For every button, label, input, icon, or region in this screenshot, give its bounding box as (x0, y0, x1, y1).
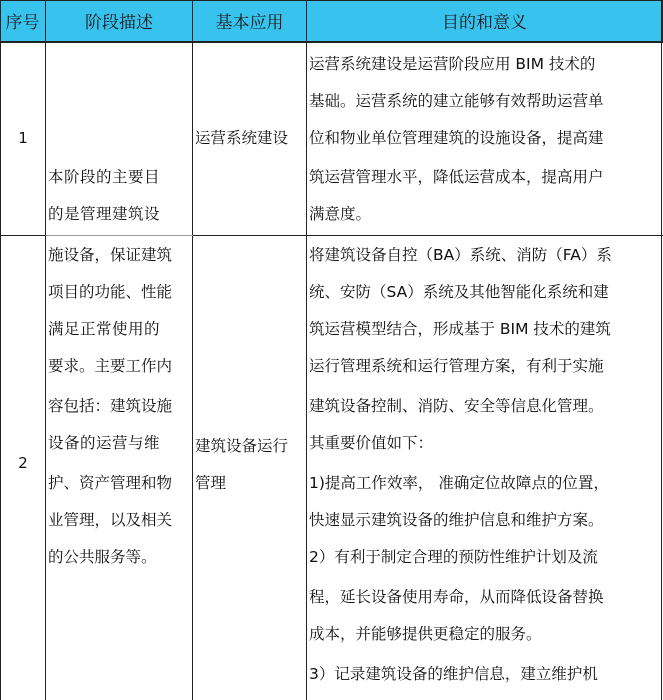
row2-seq: 2 (18, 454, 28, 472)
grid-top (0, 0, 663, 1)
row2-purpose-line: 3）记录建筑设备的维护信息，建立维护机 (309, 665, 598, 683)
grid-col3 (306, 0, 307, 700)
row2-purpose-line: 程，延长设备使用寿命，从而降低设备替换 (309, 588, 604, 606)
row2-purpose-line: 运行管理系统和运行管理方案，有利于实施 (309, 357, 604, 375)
row1-purpose-line: 满意度。 (309, 205, 372, 223)
grid-left (0, 0, 1, 700)
stage-desc-line: 满足正常使用的 (48, 320, 161, 338)
stage-desc-line: 业管理，以及相关 (48, 511, 173, 529)
row2-purpose-line: 快速显示建筑设备的维护信息和维护方案。 (309, 511, 604, 529)
header-basic-app (193, 0, 307, 42)
grid-col1 (45, 0, 46, 700)
row2-purpose-line: 统、安防（SA）系统及其他智能化系统和建 (309, 283, 609, 301)
stage-desc-line: 容包括：建筑设施 (48, 397, 173, 415)
header-purpose (307, 0, 663, 42)
stage-desc-line: 的是管理建筑设 (48, 205, 161, 223)
row2-purpose-line: 将建筑设备自控（BA）系统、消防（FA）系 (309, 246, 612, 264)
grid-row1-bottom-rest (193, 235, 663, 236)
row1-seq: 1 (18, 129, 28, 147)
row2-app-line: 管理 (195, 474, 227, 492)
header-seq (0, 0, 46, 42)
header-stage-desc-label: 阶段描述 (85, 13, 153, 33)
row2-purpose-line: 建筑设备控制、消防、安全等信息化管理。 (309, 397, 604, 415)
row2-app-line: 建筑设备运行 (195, 437, 289, 455)
row1-purpose-line: 位和物业单位管理建筑的设施设备，提高建 (309, 129, 604, 147)
stage-desc-line: 施设备，保证建筑 (48, 246, 173, 264)
row1-purpose-line: 筑运营管理水平，降低运营成本，提高用户 (309, 168, 604, 186)
row1-purpose-line: 基础。运营系统的建立能够有效帮助运营单 (309, 92, 604, 110)
grid-row1-bottom-seq (0, 235, 46, 236)
row2-purpose-line: 成本，并能够提供更稳定的服务。 (309, 625, 542, 643)
stage-desc-line: 的公共服务等。 (48, 548, 157, 566)
stage-desc-line: 项目的功能、性能 (48, 283, 173, 301)
header-stage-desc (46, 0, 193, 42)
stage-desc-line: 护、资产管理和物 (48, 474, 173, 492)
header-purpose-label: 目的和意义 (442, 13, 527, 33)
header-seq-label: 序号 (5, 13, 40, 33)
row2-purpose-line: 其重要价值如下： (309, 434, 434, 452)
grid-col2 (192, 0, 193, 700)
header-basic-app-label: 基本应用 (215, 13, 284, 33)
grid-row1-bottom-desc (46, 235, 193, 236)
row2-purpose-line: 筑运营模型结合，形成基于 BIM 技术的建筑 (309, 320, 611, 338)
grid-right (661, 0, 662, 700)
stage-desc-line: 设备的运营与维 (48, 434, 161, 452)
row1-purpose-line: 运营系统建设是运营阶段应用 BIM 技术的 (309, 55, 596, 73)
row2-purpose-line: 1)提高工作效率， 准确定位故障点的位置， (309, 474, 609, 492)
stage-desc-line: 要求。主要工作内 (48, 357, 173, 375)
grid-header-bottom (0, 42, 663, 43)
stage-desc-line: 本阶段的主要目 (48, 168, 161, 186)
row1-app: 运营系统建设 (195, 129, 289, 147)
row2-purpose-line: 2）有利于制定合理的预防性维护计划及流 (309, 548, 598, 566)
